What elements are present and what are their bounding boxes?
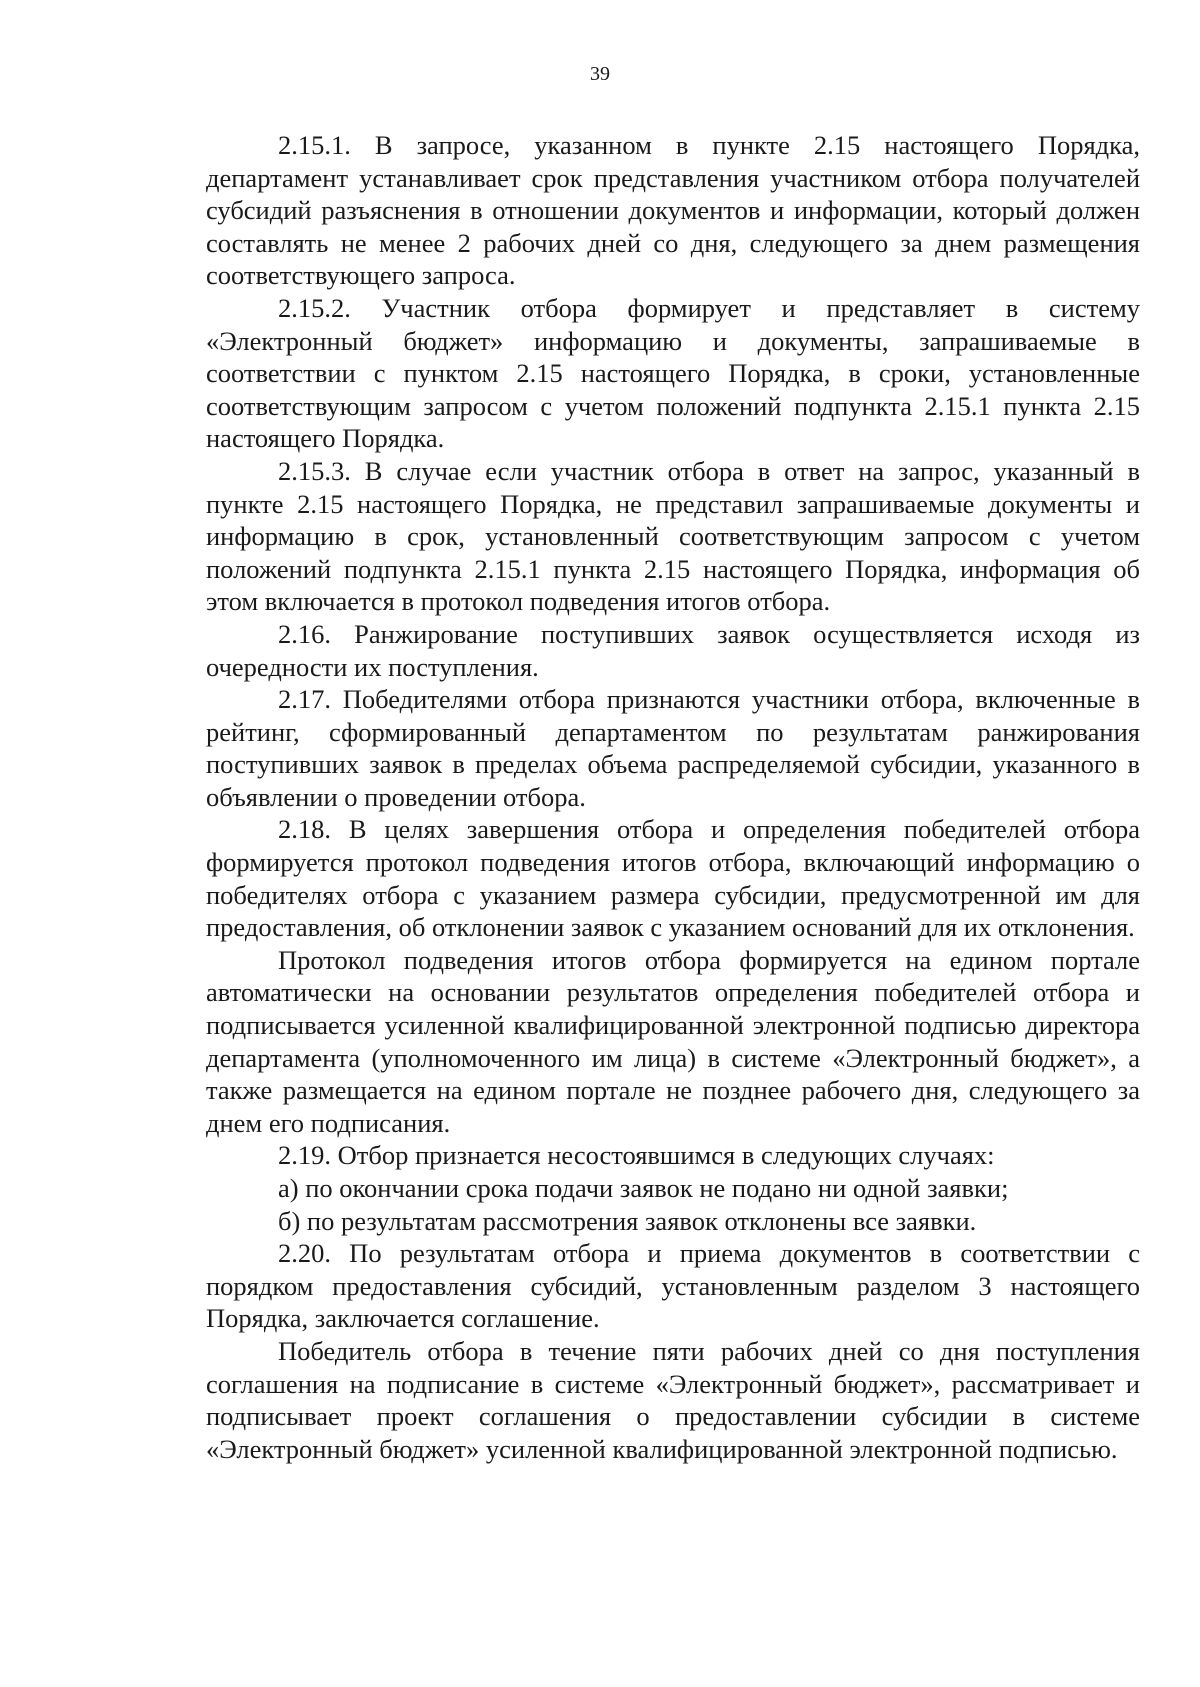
paragraph-2-17: 2.17. Победителями отбора признаются участники отбора, включенные в рейтинг, сформированный департаментом по результатам ранжирования поступивших заявок в пределах объема распределяемой субсидии, указанного в объявлении о проведении отбора.: [206, 684, 1140, 812]
paragraph-2-15-3: 2.15.3. В случае если участник отбора в ответ на запрос, указанный в пункте 2.15 настоящего Порядка, не представил запрашиваемые документы и информацию в срок, установленный соответствующим запросом с учетом положений подпункта 2.15.1 пункта 2.15 настоящего Порядка, информация об этом включается в протокол подведения итогов отбора.: [206, 455, 1140, 617]
page-number: 39: [590, 63, 610, 85]
paragraph-2-16: 2.16. Ранжирование поступивших заявок осуществляется исходя из очередности их поступления.: [206, 618, 1140, 682]
document-body: [206, 129, 1140, 1465]
paragraph-2-20: 2.20. По результатам отбора и приема документов в соответствии с порядком предоставления субсидий, установленным разделом 3 настоящего Порядка, заключается соглашение.: [206, 1238, 1140, 1334]
paragraph-2-19-b: б) по результатам рассмотрения заявок отклонены все заявки.: [278, 1205, 977, 1236]
paragraph-2-19-a: а) по окончании срока подачи заявок не подано ни одной заявки;: [278, 1173, 1009, 1203]
paragraph-2-18: 2.18. В целях завершения отбора и определения победителей отбора формируется протокол подведения итогов отбора, включающий информацию о победителях отбора с указанием размера субсидии, предусмотренной им для предоставления, об отклонении заявок с указанием оснований для их отклонения.: [206, 814, 1140, 943]
paragraph-2-15-1: 2.15.1. В запросе, указанном в пункте 2.15 настоящего Порядка, департамент устанавливает срок представления участником отбора получателей субсидий разъяснения в отношении документов и информации, который должен составлять не менее 2 рабочих дней со дня, следующего за днем размещения соответствующего запроса.: [206, 130, 1140, 291]
paragraph-2-19: 2.19. Отбор признается несостоявшимся в следующих случаях:: [278, 1140, 995, 1171]
paragraph-winner: Победитель отбора в течение пяти рабочих дней со дня поступления соглашения на подписание в системе «Электронный бюджет», рассматривает и подписывает проект соглашения о предоставлении субсидии в системе «Электронный бюджет» усиленной квалифицированной электронной подписью.: [206, 1335, 1140, 1464]
paragraph-protocol: Протокол подведения итогов отбора формируется на едином портале автоматически на основании результатов определения победителей отбора и подписывается усиленной квалифицированной электронной подписью директора департамента (уполномоченного им лица) в системе «Электронный бюджет», а также размещается на едином портале не позднее рабочего дня, следующего за днем его подписания.: [206, 944, 1140, 1138]
paragraph-2-15-2: 2.15.2. Участник отбора формирует и представляет в систему «Электронный бюджет» информацию и документы, запрашиваемые в соответствии с пунктом 2.15 настоящего Порядка, в сроки, установленные соответствующим запросом с учетом положений подпункта 2.15.1 пункта 2.15 настоящего Порядка.: [206, 292, 1140, 454]
